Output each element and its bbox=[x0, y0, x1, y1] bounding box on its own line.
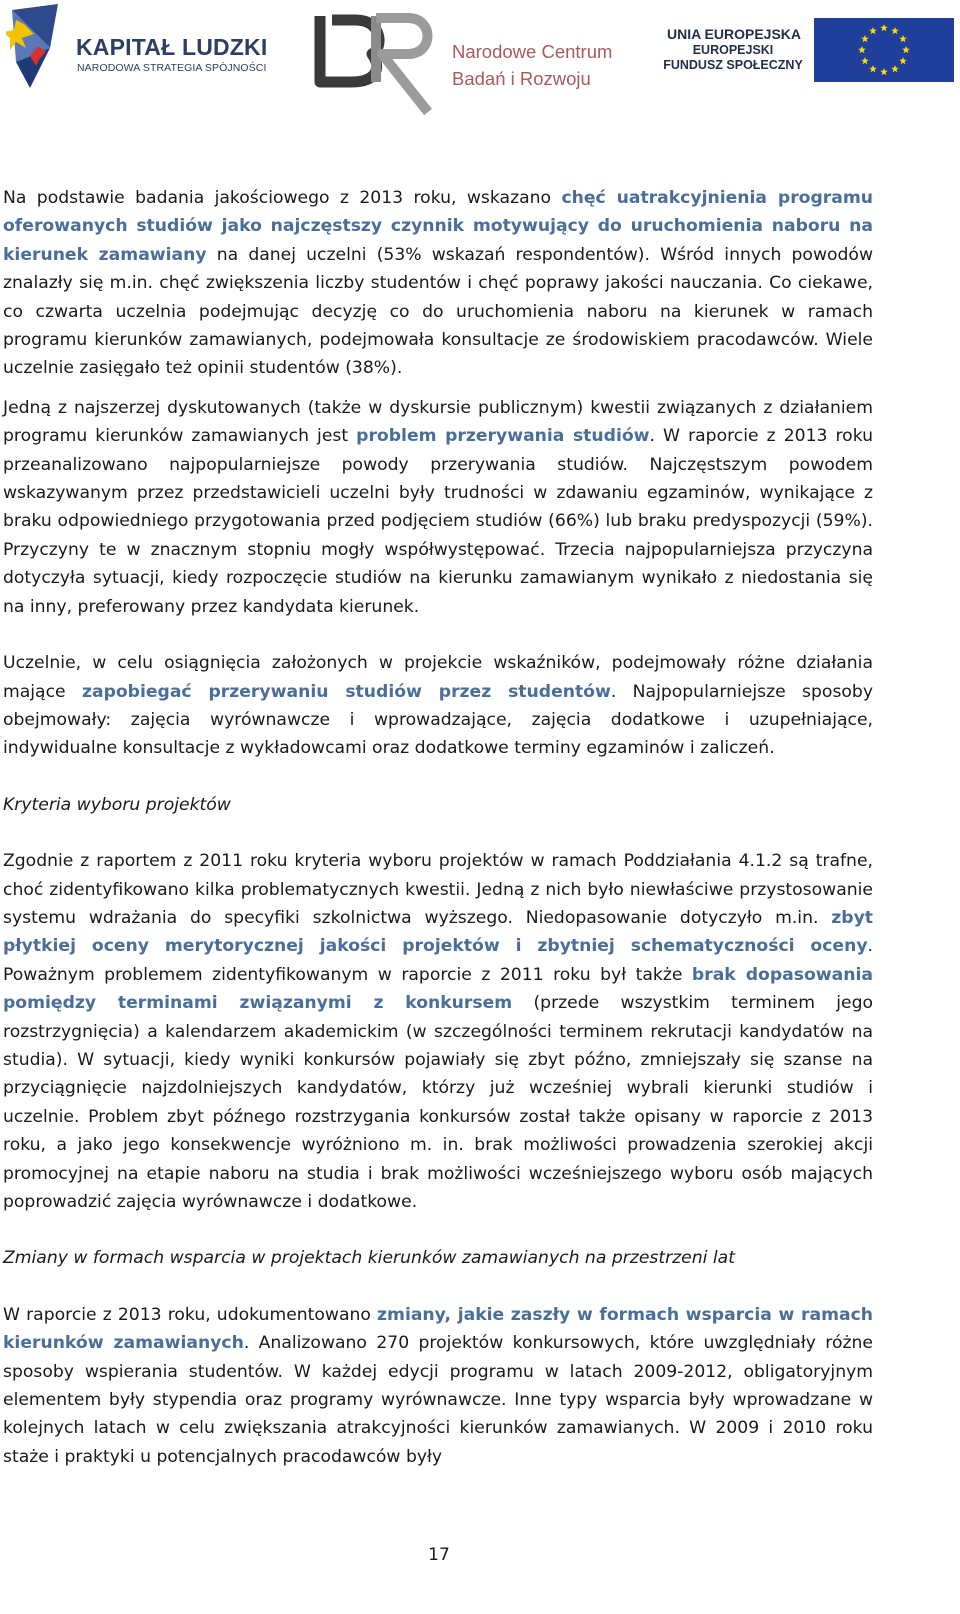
paragraph-2-text-a: Jedną z najszerzej dyskutowanych (także w dyskursie publicznym) kwestii związanych z działaniem programu kierunków zamawianych jest bbox=[3, 397, 873, 447]
ncbr-name-line1: Narodowe Centrum bbox=[452, 41, 613, 62]
eu-stars-icon bbox=[814, 18, 954, 82]
eu-star bbox=[869, 65, 877, 72]
eu-star bbox=[861, 57, 869, 64]
ncbr-name-line2: Badań i Rozwoju bbox=[452, 68, 591, 89]
eu-star bbox=[869, 27, 877, 34]
kapital-ludzki-title: KAPITAŁ LUDZKI bbox=[76, 34, 268, 60]
paragraph-4-highlight-a: zbyt płytkiej oceny merytorycznej jakości projektów i zbytniej schematyczności oceny bbox=[3, 907, 873, 957]
kapital-ludzki-subtitle: NARODOWA STRATEGIA SPÓJNOŚCI bbox=[77, 62, 267, 74]
eu-subtitle bbox=[648, 43, 818, 73]
paragraph-5-highlight: zmiany, jakie zaszły w formach wsparcia w ramach kierunków zamawianych bbox=[3, 1304, 873, 1354]
ncbr-logo bbox=[312, 8, 632, 118]
paragraph-4-text-a: Zgodnie z raportem z 2011 roku kryteria wyboru projektów w ramach Poddziałania 4.1.2 są trafne, choć zidentyfikowano kilka problematycznych kwestii. Jedną z nich było niewłaściwe przystosowanie systemu wdrażania do specyfiki szkolnictwa wyższego. Niedopasowanie dotyczyło m.in. bbox=[3, 851, 873, 928]
eu-star bbox=[899, 57, 907, 64]
paragraph-4 bbox=[3, 847, 873, 1216]
eu-subtitle-line2: FUNDUSZ SPOŁECZNY bbox=[663, 58, 803, 72]
paragraph-5-text-a: W raporcie z 2013 roku, udokumentowano bbox=[3, 1304, 378, 1325]
document-body bbox=[3, 184, 873, 1471]
ncbr-name bbox=[452, 38, 612, 92]
eu-star bbox=[861, 35, 869, 42]
paragraph-4-highlight-b: brak dopasowania pomiędzy terminami związanymi z konkursem bbox=[3, 964, 874, 1014]
paragraph-1-text-b: na danej uczelni (53% wskazań respondentów). Wśród innych powodów znalazły się m.in. chęć zwiększenia liczby studentów i chęć poprawy jakości nauczania. Co ciekawe, co czwarta uczelnia podejmując decyzję co do uruchomienia naboru na kierunek w ramach programu kierunków zamawianych, podejmowała konsultacje ze środowiskiem pracodawców. Wiele uczelnie zasięgało też opinii studentów (38%). bbox=[3, 244, 873, 379]
paragraph-5-text-b: . Analizowano 270 projektów konkursowych, które uwzględniały różne sposoby wspierania studentów. W każdej edycji programu w latach 2009-2012, obligatoryjnym elementem były stypendia oraz programy wyrównawcze. Inne typy wsparcia były wprowadzane w kolejnych latach w celu zwiększania atrakcyjności kierunków zamawianych. W 2009 i 2010 roku staże i praktyki u potencjalnych pracodawców były bbox=[3, 1333, 873, 1467]
paragraph-3 bbox=[3, 649, 873, 763]
paragraph-2-text-b: . W raporcie z 2013 roku przeanalizowano najpopularniejsze powody przerywania studiów. Najczęstszym powodem wskazywanym przez przedstawicieli uczelni były trudności w zdawaniu egzaminów, wynikające z braku odpowiedniego przygotowania przed podjęciem studiów (66%) lub braku predyspozycji (59%). Przyczyny te w znacznym stopniu mogły współwystępować. Trzecia najpopularniejsza przyczyna dotyczyła sytuacji, kiedy rozpoczęcie studiów na kierunku zamawianym wynikało z niedostania się na inny, preferowany przez kandydata kierunek. bbox=[3, 426, 874, 617]
paragraph-1 bbox=[3, 184, 873, 383]
eu-star bbox=[899, 35, 907, 42]
eu-star bbox=[880, 68, 888, 75]
eu-title: UNIA EUROPEJSKA bbox=[666, 26, 802, 42]
paragraph-4-text-b: . Poważnym problemem zidentyfikowanym w raporcie z 2011 roku był także bbox=[3, 936, 873, 985]
eu-star bbox=[891, 27, 899, 34]
paragraph-2-highlight: problem przerywania studiów bbox=[356, 426, 650, 447]
page-number: 17 bbox=[428, 1545, 450, 1565]
kapital-ludzki-emblem-icon bbox=[6, 4, 66, 90]
eu-subtitle-line1: EUROPEJSKI bbox=[692, 43, 774, 57]
paragraph-1-text-a: Na podstawie badania jakościowego z 2013 roku, wskazano bbox=[3, 188, 562, 208]
eu-star bbox=[858, 46, 866, 53]
paragraph-4-text-c: (przede wszystkim terminem jego rozstrzygnięcia) a kalendarzem akademickim (w szczególności terminem rekrutacji kandydatów na studia). W sytuacji, kiedy wyniki konkursów pojawiały się zbyt późno, zmniejszały się szanse na przyciągnięcie najzdolniejszych kandydatów, którzy już wcześniej wybrali kierunki studiów i uczelnie. Problem zbyt późnego rozstrzygania konkursów został także opisany w raporcie z 2013 roku, a jako jego konsekwencje wyróżniono m. in. brak możliwości prowadzenia szerokiej akcji promocyjnej na etapie naboru na studia i brak możliwości wcześniejszego wyboru osób mających poprowadzić zajęcia wyrównawcze i dodatkowe. bbox=[3, 993, 873, 1212]
section-heading-support-changes: Zmiany w formach wsparcia w projektach kierunków zamawianych na przestrzeni lat bbox=[3, 1248, 735, 1269]
section-heading-criteria: Kryteria wyboru projektów bbox=[3, 794, 231, 815]
paragraph-5 bbox=[3, 1301, 873, 1471]
paragraph-1-highlight: chęć uatrakcyjnienia programu oferowanych studiów jako najczęstszy czynnik motywujący do uruchomienia naboru na kierunek zamawiany bbox=[3, 188, 873, 265]
eu-star bbox=[880, 24, 888, 31]
paragraph-3-text-b: . Najpopularniejsze sposoby obejmowały: zajęcia wyrównawcze i wprowadzające, zajęcia dodatkowe i uzupełniające, indywidualne konsultacje z wykładowcami oraz dodatkowe terminy egzaminów i zaliczeń. bbox=[3, 681, 873, 759]
eu-logo bbox=[648, 14, 954, 86]
paragraph-3-text-a: Uczelnie, w celu osiągnięcia założonych w projekcie wskaźników, podejmowały różne działania mające bbox=[3, 653, 873, 702]
paragraph-3-highlight: zapobiegać przerywaniu studiów przez studentów bbox=[81, 681, 611, 702]
eu-flag bbox=[814, 18, 954, 82]
eu-star bbox=[891, 65, 899, 72]
ncbr-br-emblem-icon bbox=[312, 8, 447, 118]
page-header bbox=[0, 0, 960, 120]
kapital-ludzki-logo bbox=[6, 4, 286, 94]
eu-star bbox=[902, 46, 910, 53]
paragraph-2 bbox=[3, 394, 873, 621]
